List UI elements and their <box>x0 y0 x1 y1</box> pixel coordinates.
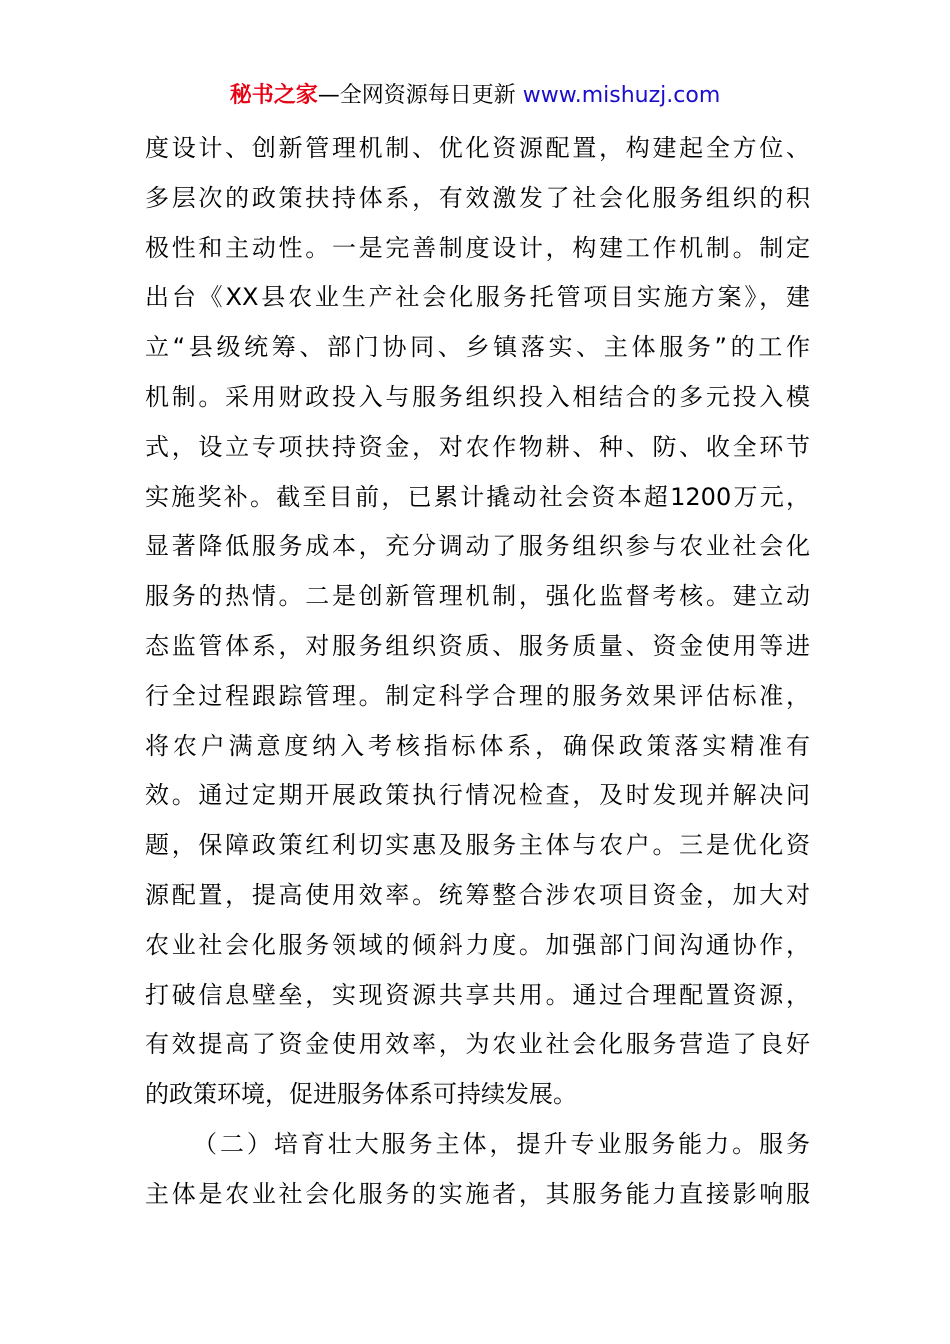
text-line: 极性和主动性。一是完善制度设计，构建工作机制。制定 <box>145 233 810 262</box>
text-line: 实施奖补。截至目前，已累计撬动社会资本超1200万元， <box>145 482 810 511</box>
text-line: 立“县级统筹、部门协同、乡镇落实、主体服务”的工作 <box>145 333 810 362</box>
text-line: 打破信息壁垒，实现资源共享共用。通过合理配置资源， <box>145 980 810 1009</box>
document-body <box>145 124 810 1220</box>
text-line: 题，保障政策红利切实惠及服务主体与农户。三是优化资 <box>145 831 810 860</box>
text-line: 农业社会化服务领域的倾斜力度。加强部门间沟通协作， <box>145 930 810 959</box>
text-line: 将农户满意度纳入考核指标体系，确保政策落实精准有 <box>145 731 810 760</box>
text-line: 式，设立专项扶持资金，对农作物耕、种、防、收全环节 <box>145 432 810 461</box>
site-header <box>0 80 950 112</box>
text-line: 出台《XX县农业生产社会化服务托管项目实施方案》，建 <box>145 283 810 312</box>
brand-name: 秘书之家 <box>229 83 318 108</box>
site-url-link[interactable]: www.mishuzj.com <box>522 83 721 108</box>
text-line: 源配置，提高使用效率。统筹整合涉农项目资金，加大对 <box>145 880 810 909</box>
text-line: 显著降低服务成本，充分调动了服务组织参与农业社会化 <box>145 532 810 561</box>
header-tagline: —全网资源每日更新 <box>317 83 523 108</box>
text-line: 机制。采用财政投入与服务组织投入相结合的多元投入模 <box>145 382 810 411</box>
text-line: 主体是农业社会化服务的实施者，其服务能力直接影响服 <box>145 1179 810 1208</box>
text-line: 有效提高了资金使用效率，为农业社会化服务营造了良好 <box>145 1030 810 1059</box>
text-line: 的政策环境，促进服务体系可持续发展。 <box>145 1080 577 1109</box>
text-line: 行全过程跟踪管理。制定科学合理的服务效果评估标准， <box>145 681 810 710</box>
section-heading-line: （二）培育壮大服务主体，提升专业服务能力。服务 <box>193 1129 810 1158</box>
text-line: 态监管体系，对服务组织资质、服务质量、资金使用等进 <box>145 631 810 660</box>
text-line: 效。通过定期开展政策执行情况检查，及时发现并解决问 <box>145 781 810 810</box>
text-line: 度设计、创新管理机制、优化资源配置，构建起全方位、 <box>145 134 810 162</box>
text-line: 多层次的政策扶持体系，有效激发了社会化服务组织的积 <box>145 183 810 212</box>
text-line: 服务的热情。二是创新管理机制，强化监督考核。建立动 <box>145 582 810 611</box>
